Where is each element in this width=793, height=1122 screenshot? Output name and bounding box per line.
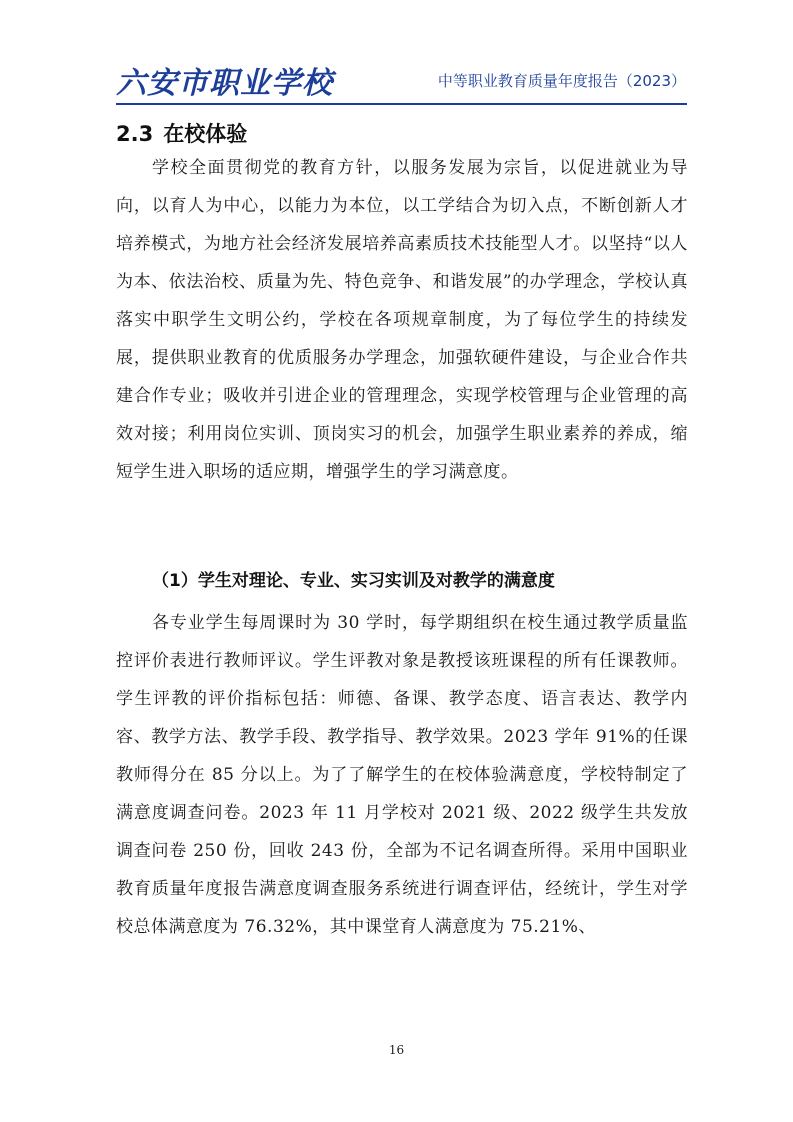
subsection-heading: （1）学生对理论、专业、实习实训及对教学的满意度 [152,571,555,591]
header-divider [116,103,687,105]
body-paragraph: 各专业学生每周课时为 30 学时，每学期组织在校生通过教学质量监控评价表进行教师评议。学生评教对象是教授该班课程的所有任课教师。学生评教的评价指标包括：师德、备课、教学态度、语言表达、教学内容、教学方法、教学手段、教学指导、教学效果。2023 学年 91%的任课教师得分在 85 分以上。为了了解学生的在校体验满意度，学校特制定了满意度调查问卷。2023 年 11 月学校对 2021 级、2022 级学生共发放调查问卷 250 份，回收 243 份，全部为不记名调查所得。采用中国职业教育质量年度报告满意度调查服务系统进行调查评估，经统计，学生对学校总体满意度为 76.32%，其中课堂育人满意度为 75.21%、 [116,613,688,937]
page-header [116,58,686,102]
section-title: 在校体验 [163,122,248,146]
page-number: 16 [388,1043,405,1057]
section-heading [116,118,247,148]
section-number: 2.3 [116,122,154,146]
report-title: 中等职业教育质量年度报告（2023） [437,72,686,90]
body-paragraph: 学校全面贯彻党的教育方针，以服务发展为宗旨，以促进就业为导向，以育人为中心，以能力为本位，以工学结合为切入点，不断创新人才培养模式，为地方社会经济发展培养高素质技术技能型人才。以坚持“以人为本、依法治校、质量为先、特色竞争、和谐发展”的办学理念，学校认真落实中职学生文明公约，学校在各项规章制度，为了每位学生的持续发展，提供职业教育的优质服务办学理念，加强软硬件建设，与企业合作共建合作专业；吸收并引进企业的管理理念，实现学校管理与企业管理的高效对接；利用岗位实训、顶岗实习的机会，加强学生职业素养的养成，缩短学生进入职场的适应期，增强学生的学习满意度。 [116,158,688,482]
school-logo: 六安市职业学校 [116,66,333,101]
